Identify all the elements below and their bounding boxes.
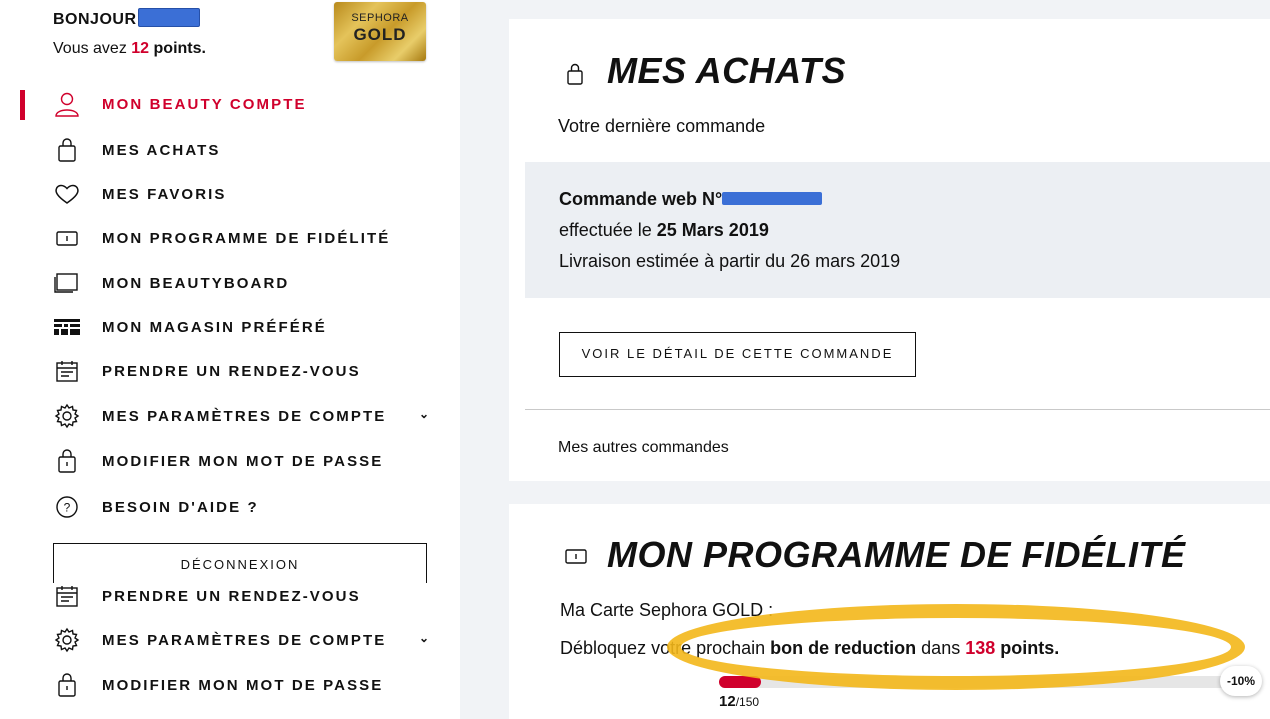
sidebar-item-beauty-compte[interactable] bbox=[53, 87, 433, 121]
points-summary bbox=[53, 40, 206, 58]
sidebar-item-label: MON BEAUTY COMPTE bbox=[102, 95, 307, 113]
store-icon bbox=[53, 313, 81, 341]
points-prefix: Vous avez bbox=[53, 40, 127, 57]
gold-card-tier: GOLD bbox=[353, 25, 407, 44]
points-suffix: points. bbox=[153, 40, 206, 57]
lock-icon bbox=[53, 447, 81, 475]
sidebar-item-beautyboard[interactable] bbox=[53, 266, 433, 300]
board-icon bbox=[53, 269, 81, 297]
progress-current: 12 bbox=[719, 693, 736, 710]
loyalty-progress-bar bbox=[719, 676, 1239, 688]
sidebar bbox=[0, 0, 460, 719]
logout-button[interactable]: DÉCONNEXION bbox=[53, 543, 427, 583]
achats-subtitle: Votre dernière commande bbox=[558, 116, 766, 136]
redacted-order-number bbox=[722, 192, 822, 205]
sephora-gold-card bbox=[334, 2, 426, 61]
greeting bbox=[53, 8, 200, 29]
sidebar-item-label: MON BEAUTYBOARD bbox=[102, 274, 290, 292]
calendar-icon bbox=[53, 357, 81, 385]
bag-icon bbox=[53, 136, 81, 164]
sidebar-item-mot-de-passe-2[interactable] bbox=[53, 668, 433, 702]
sidebar-item-aide[interactable] bbox=[53, 490, 433, 524]
sidebar-item-label: PRENDRE UN RENDEZ-VOUS bbox=[102, 587, 361, 605]
sidebar-item-magasin[interactable] bbox=[53, 310, 433, 344]
gold-card-brand: SEPHORA bbox=[351, 12, 409, 24]
unlock-prefix: Débloquez votre prochain bbox=[560, 638, 766, 658]
active-indicator bbox=[20, 90, 25, 120]
achats-panel bbox=[509, 19, 1270, 481]
reward-badge: -10% bbox=[1220, 666, 1262, 696]
calendar-icon bbox=[53, 582, 81, 610]
order-detail-button[interactable]: VOIR LE DÉTAIL DE CETTE COMMANDE bbox=[559, 332, 916, 377]
sidebar-item-parametres[interactable] bbox=[53, 399, 433, 433]
sidebar-item-parametres-2[interactable] bbox=[53, 623, 433, 657]
sidebar-item-label: MES ACHATS bbox=[102, 141, 221, 159]
progress-total: /150 bbox=[735, 695, 760, 709]
loyalty-card-icon bbox=[53, 224, 81, 252]
svg-text:?: ? bbox=[63, 500, 71, 515]
order-date-prefix: effectuée le bbox=[559, 220, 652, 240]
gear-icon bbox=[53, 626, 81, 654]
other-orders-link[interactable]: Mes autres commandes bbox=[558, 439, 729, 456]
sidebar-item-label: MON PROGRAMME DE FIDÉLITÉ bbox=[102, 229, 391, 247]
fidelite-panel bbox=[509, 504, 1270, 719]
loyalty-progress-fill bbox=[719, 676, 761, 688]
order-number-line bbox=[559, 189, 822, 210]
chevron-down-icon[interactable]: ⌄ bbox=[418, 407, 429, 421]
sidebar-item-label: MODIFIER MON MOT DE PASSE bbox=[102, 452, 384, 470]
sidebar-item-label: MES FAVORIS bbox=[102, 185, 227, 203]
sidebar-item-rendez-vous[interactable] bbox=[53, 354, 433, 388]
sidebar-item-achats[interactable] bbox=[53, 133, 433, 167]
sidebar-item-label: MODIFIER MON MOT DE PASSE bbox=[102, 676, 384, 694]
help-icon bbox=[53, 493, 81, 521]
redacted-name bbox=[138, 8, 200, 27]
greeting-text: BONJOUR bbox=[53, 11, 137, 28]
order-number-label: Commande web N° bbox=[559, 189, 723, 209]
user-icon bbox=[53, 90, 81, 118]
sidebar-item-mot-de-passe[interactable] bbox=[53, 444, 433, 478]
heart-icon bbox=[53, 180, 81, 208]
sidebar-item-rendez-vous-2[interactable] bbox=[53, 579, 433, 613]
sidebar-item-label: PRENDRE UN RENDEZ-VOUS bbox=[102, 362, 361, 380]
unlock-bold: bon de reduction bbox=[770, 638, 917, 658]
loyalty-card-icon bbox=[564, 548, 588, 571]
divider bbox=[525, 409, 1270, 410]
sidebar-item-fidelite[interactable] bbox=[53, 221, 433, 255]
order-date-line bbox=[559, 220, 769, 241]
lock-icon bbox=[53, 671, 81, 699]
points-value: 12 bbox=[131, 40, 150, 57]
fidelite-title: MON PROGRAMME DE FIDÉLITÉ bbox=[607, 534, 1186, 575]
sidebar-item-label: MES PARAMÈTRES DE COMPTE bbox=[102, 407, 387, 425]
unlock-points: 138 bbox=[965, 638, 996, 658]
sidebar-item-label: MES PARAMÈTRES DE COMPTE bbox=[102, 631, 387, 649]
unlock-mid: dans bbox=[921, 638, 961, 658]
unlock-suffix: points. bbox=[1000, 638, 1060, 658]
bag-icon bbox=[565, 62, 585, 91]
sidebar-item-label: BESOIN D'AIDE ? bbox=[102, 498, 259, 516]
progress-count bbox=[719, 693, 759, 710]
chevron-down-icon[interactable]: ⌄ bbox=[418, 631, 429, 645]
sidebar-item-favoris[interactable] bbox=[53, 177, 433, 211]
order-date-value: 25 Mars 2019 bbox=[656, 220, 769, 240]
sidebar-item-label: MON MAGASIN PRÉFÉRÉ bbox=[102, 318, 327, 336]
achats-title: MES ACHATS bbox=[607, 50, 846, 91]
order-delivery: Livraison estimée à partir du 26 mars 2019 bbox=[559, 251, 901, 271]
gear-icon bbox=[53, 402, 81, 430]
gold-card-number-line: Ma Carte Sephora GOLD : bbox=[560, 600, 774, 620]
unlock-reward-line bbox=[560, 638, 1059, 659]
